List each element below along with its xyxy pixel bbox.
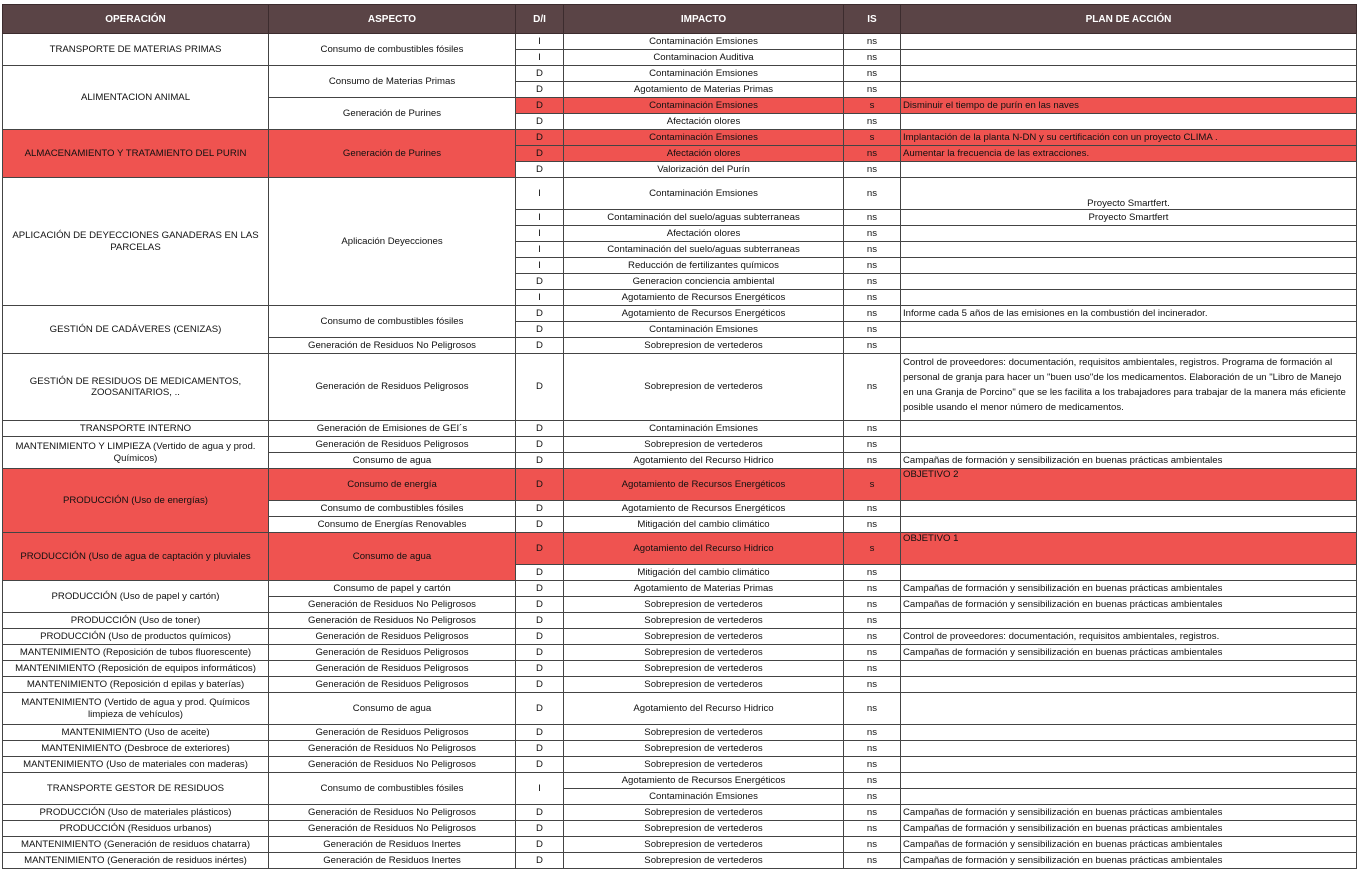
is-cell: ns — [844, 146, 901, 162]
is-cell: ns — [844, 322, 901, 338]
di-cell: D — [516, 693, 564, 725]
impact-cell: Contaminación Emsiones — [564, 322, 844, 338]
is-cell: ns — [844, 629, 901, 645]
plan-cell — [901, 226, 1357, 242]
plan-cell — [901, 338, 1357, 354]
aspect-cell: Consumo de combustibles fósiles — [269, 306, 516, 338]
header-operacion: OPERACIÓN — [3, 5, 269, 34]
operation-cell: PRODUCCIÓN (Uso de materiales plásticos) — [3, 805, 269, 821]
operation-cell: TRANSPORTE GESTOR DE RESIDUOS — [3, 773, 269, 805]
di-cell: D — [516, 837, 564, 853]
di-cell: D — [516, 274, 564, 290]
impact-cell: Sobrepresion de vertederos — [564, 645, 844, 661]
impact-cell: Afectación olores — [564, 226, 844, 242]
di-cell: I — [516, 258, 564, 274]
impact-cell: Sobrepresion de vertederos — [564, 597, 844, 613]
table-row — [3, 693, 1357, 725]
di-cell: D — [516, 821, 564, 837]
operation-cell: PRODUCCIÓN (Uso de productos químicos) — [3, 629, 269, 645]
di-cell: D — [516, 66, 564, 82]
table-row — [3, 661, 1357, 677]
operation-cell: PRODUCCIÓN (Uso de toner) — [3, 613, 269, 629]
plan-cell — [901, 741, 1357, 757]
impact-cell: Sobrepresion de vertederos — [564, 837, 844, 853]
operation-cell: PRODUCCIÓN (Residuos urbanos) — [3, 821, 269, 837]
table-row — [3, 853, 1357, 869]
aspect-cell: Generación de Residuos Peligrosos — [269, 437, 516, 453]
operation-cell: TRANSPORTE DE MATERIAS PRIMAS — [3, 34, 269, 66]
is-cell: ns — [844, 242, 901, 258]
aspect-cell: Generación de Residuos Inertes — [269, 853, 516, 869]
aspect-cell: Aplicación Deyecciones — [269, 178, 516, 306]
plan-cell: Informe cada 5 años de las emisiones en la combustión del incinerador. — [901, 306, 1357, 322]
aspect-cell: Consumo de combustibles fósiles — [269, 773, 516, 805]
plan-cell — [901, 258, 1357, 274]
plan-cell — [901, 773, 1357, 789]
di-cell: I — [516, 50, 564, 66]
aspect-cell: Consumo de Materias Primas — [269, 66, 516, 98]
table-row — [3, 805, 1357, 821]
di-cell: D — [516, 453, 564, 469]
header-row — [3, 5, 1357, 34]
is-cell: ns — [844, 581, 901, 597]
is-cell: ns — [844, 789, 901, 805]
operation-cell: MANTENIMIENTO (Vertido de agua y prod. Químicos limpieza de vehículos) — [3, 693, 269, 725]
table-row — [3, 645, 1357, 661]
header-di: D/I — [516, 5, 564, 34]
is-cell: ns — [844, 162, 901, 178]
operation-cell: MANTENIMIENTO (Uso de aceite) — [3, 725, 269, 741]
operation-cell: PRODUCCIÓN (Uso de energías) — [3, 469, 269, 533]
is-cell: ns — [844, 274, 901, 290]
plan-cell — [901, 34, 1357, 50]
plan-cell: Campañas de formación y sensibilización en buenas prácticas ambientales — [901, 837, 1357, 853]
plan-cell — [901, 725, 1357, 741]
impact-cell: Agotamiento de Recursos Energéticos — [564, 501, 844, 517]
impact-cell: Sobrepresion de vertederos — [564, 437, 844, 453]
header-aspecto: ASPECTO — [269, 5, 516, 34]
di-cell: I — [516, 242, 564, 258]
plan-cell: Disminuir el tiempo de purín en las naves — [901, 98, 1357, 114]
aspect-cell: Consumo de papel y cartón — [269, 581, 516, 597]
plan-cell: Implantación de la planta N-DN y su certificación con un proyecto CLIMA . — [901, 130, 1357, 146]
operation-cell: MANTENIMIENTO (Reposición d epilas y baterías) — [3, 677, 269, 693]
di-cell: D — [516, 533, 564, 565]
is-cell: ns — [844, 565, 901, 581]
plan-cell — [901, 501, 1357, 517]
operation-cell: ALIMENTACION ANIMAL — [3, 66, 269, 130]
operation-cell: ALMACENAMIENTO Y TRATAMIENTO DEL PURIN — [3, 130, 269, 178]
di-cell: I — [516, 34, 564, 50]
operation-cell: TRANSPORTE INTERNO — [3, 421, 269, 437]
plan-cell — [901, 274, 1357, 290]
impact-cell: Mitigación del cambio climático — [564, 565, 844, 581]
impact-cell: Agotamiento del Recurso Hidrico — [564, 453, 844, 469]
is-cell: ns — [844, 290, 901, 306]
operation-cell: MANTENIMIENTO (Desbroce de exteriores) — [3, 741, 269, 757]
plan-cell: Aumentar la frecuencia de las extracciones. — [901, 146, 1357, 162]
impact-cell: Sobrepresion de vertederos — [564, 354, 844, 421]
impact-cell: Afectación olores — [564, 114, 844, 130]
aspect-cell: Generación de Residuos No Peligrosos — [269, 597, 516, 613]
plan-cell — [901, 517, 1357, 533]
plan-cell: Campañas de formación y sensibilización en buenas prácticas ambientales — [901, 805, 1357, 821]
di-cell: D — [516, 114, 564, 130]
di-cell: D — [516, 725, 564, 741]
is-cell: ns — [844, 82, 901, 98]
plan-cell: Control de proveedores: documentación, requisitos ambientales, registros. Programa de formación al personal de granja para hacer un "buen uso"de los medicamentos. Elaboración de un "Libro de Manejo en una Granja de Porcino" que se les facilita a los trabajadores para trabajar de la manera más eficiente posible usando el menor número de medicamentos. — [901, 354, 1357, 421]
table-row — [3, 837, 1357, 853]
plan-cell — [901, 421, 1357, 437]
is-cell: ns — [844, 354, 901, 421]
table-row — [3, 613, 1357, 629]
aspect-cell: Consumo de agua — [269, 533, 516, 581]
operation-cell: PRODUCCIÓN (Uso de papel y cartón) — [3, 581, 269, 613]
aspect-cell: Generación de Emisiones de GEI´s — [269, 421, 516, 437]
aspect-cell: Generación de Residuos Inertes — [269, 837, 516, 853]
is-cell: ns — [844, 226, 901, 242]
is-cell: ns — [844, 421, 901, 437]
environmental-aspects-table — [2, 4, 1357, 869]
impact-cell: Contaminación Emsiones — [564, 421, 844, 437]
plan-cell — [901, 677, 1357, 693]
impact-cell: Mitigación del cambio climático — [564, 517, 844, 533]
table-row — [3, 178, 1357, 210]
di-cell: D — [516, 469, 564, 501]
header-plan: PLAN DE ACCIÓN — [901, 5, 1357, 34]
is-cell: ns — [844, 517, 901, 533]
impact-cell: Contaminación Emsiones — [564, 789, 844, 805]
impact-cell: Contaminación del suelo/aguas subterraneas — [564, 210, 844, 226]
aspect-cell: Generación de Residuos No Peligrosos — [269, 821, 516, 837]
table-row — [3, 306, 1357, 322]
di-cell: I — [516, 178, 564, 210]
plan-cell — [901, 613, 1357, 629]
aspect-cell: Generación de Purines — [269, 98, 516, 130]
di-cell: D — [516, 501, 564, 517]
impact-cell: Valorización del Purín — [564, 162, 844, 178]
di-cell: D — [516, 613, 564, 629]
impact-cell: Sobrepresion de vertederos — [564, 805, 844, 821]
aspects-table-wrapper — [2, 4, 1357, 869]
is-cell: ns — [844, 597, 901, 613]
impact-cell: Sobrepresion de vertederos — [564, 661, 844, 677]
aspect-cell: Generación de Residuos Peligrosos — [269, 354, 516, 421]
table-row — [3, 437, 1357, 453]
aspect-cell: Consumo de energía — [269, 469, 516, 501]
operation-cell: PRODUCCIÓN (Uso de agua de captación y pluviales — [3, 533, 269, 581]
operation-cell: MANTENIMIENTO Y LIMPIEZA (Vertido de agua y prod. Químicos) — [3, 437, 269, 469]
plan-cell — [901, 322, 1357, 338]
is-cell: s — [844, 533, 901, 565]
table-row — [3, 469, 1357, 501]
impact-cell: Sobrepresion de vertederos — [564, 757, 844, 773]
table-row — [3, 725, 1357, 741]
is-cell: s — [844, 130, 901, 146]
di-cell: D — [516, 306, 564, 322]
plan-cell — [901, 66, 1357, 82]
plan-cell — [901, 50, 1357, 66]
plan-cell: Proyecto Smartfert — [901, 210, 1357, 226]
impact-cell: Agotamiento de Recursos Energéticos — [564, 306, 844, 322]
is-cell: ns — [844, 773, 901, 789]
aspect-cell: Consumo de agua — [269, 693, 516, 725]
is-cell: ns — [844, 258, 901, 274]
is-cell: ns — [844, 837, 901, 853]
impact-cell: Sobrepresion de vertederos — [564, 338, 844, 354]
di-cell: D — [516, 322, 564, 338]
is-cell: ns — [844, 645, 901, 661]
plan-cell — [901, 693, 1357, 725]
aspect-cell: Generación de Residuos No Peligrosos — [269, 613, 516, 629]
is-cell: ns — [844, 741, 901, 757]
impact-cell: Agotamiento de Recursos Energéticos — [564, 773, 844, 789]
plan-cell — [901, 114, 1357, 130]
di-cell: D — [516, 645, 564, 661]
impact-cell: Agotamiento del Recurso Hidrico — [564, 533, 844, 565]
impact-cell: Contaminación Emsiones — [564, 178, 844, 210]
table-row — [3, 581, 1357, 597]
plan-cell: Campañas de formación y sensibilización en buenas prácticas ambientales — [901, 645, 1357, 661]
plan-cell: OBJETIVO 1 — [901, 533, 1357, 565]
table-row — [3, 66, 1357, 82]
table-row — [3, 629, 1357, 645]
di-cell: D — [516, 597, 564, 613]
header-is: IS — [844, 5, 901, 34]
plan-cell: OBJETIVO 2 — [901, 469, 1357, 501]
table-row — [3, 741, 1357, 757]
impact-cell: Contaminación Emsiones — [564, 130, 844, 146]
is-cell: ns — [844, 725, 901, 741]
impact-cell: Agotamiento del Recurso Hidrico — [564, 693, 844, 725]
aspect-cell: Generación de Residuos No Peligrosos — [269, 805, 516, 821]
plan-cell — [901, 661, 1357, 677]
di-cell: D — [516, 130, 564, 146]
di-cell: I — [516, 290, 564, 306]
aspect-cell: Consumo de agua — [269, 453, 516, 469]
is-cell: ns — [844, 34, 901, 50]
table-row — [3, 821, 1357, 837]
operation-cell: GESTIÓN DE CADÁVERES (CENIZAS) — [3, 306, 269, 354]
operation-cell: APLICACIÓN DE DEYECCIONES GANADERAS EN LAS PARCELAS — [3, 178, 269, 306]
aspect-cell: Consumo de combustibles fósiles — [269, 501, 516, 517]
plan-cell: Campañas de formación y sensibilización en buenas prácticas ambientales — [901, 581, 1357, 597]
is-cell: s — [844, 469, 901, 501]
plan-cell — [901, 757, 1357, 773]
di-cell: I — [516, 226, 564, 242]
impact-cell: Sobrepresion de vertederos — [564, 613, 844, 629]
table-row — [3, 421, 1357, 437]
is-cell: ns — [844, 853, 901, 869]
is-cell: ns — [844, 693, 901, 725]
header-impacto: IMPACTO — [564, 5, 844, 34]
aspect-cell: Generación de Residuos Peligrosos — [269, 725, 516, 741]
impact-cell: Sobrepresion de vertederos — [564, 629, 844, 645]
di-cell: D — [516, 757, 564, 773]
plan-cell — [901, 565, 1357, 581]
plan-cell — [901, 290, 1357, 306]
di-cell: I — [516, 210, 564, 226]
impact-cell: Contaminación Emsiones — [564, 66, 844, 82]
plan-cell: Control de proveedores: documentación, requisitos ambientales, registros. — [901, 629, 1357, 645]
impact-cell: Sobrepresion de vertederos — [564, 853, 844, 869]
operation-cell: MANTENIMIENTO (Uso de materiales con maderas) — [3, 757, 269, 773]
plan-cell — [901, 162, 1357, 178]
operation-cell: MANTENIMIENTO (Generación de residuos inértes) — [3, 853, 269, 869]
is-cell: ns — [844, 805, 901, 821]
operation-cell: MANTENIMIENTO (Generación de residuos chatarra) — [3, 837, 269, 853]
is-cell: ns — [844, 677, 901, 693]
aspect-cell: Generación de Residuos No Peligrosos — [269, 338, 516, 354]
plan-cell: Campañas de formación y sensibilización en buenas prácticas ambientales — [901, 853, 1357, 869]
is-cell: ns — [844, 501, 901, 517]
impact-cell: Agotamiento de Recursos Energéticos — [564, 290, 844, 306]
plan-cell — [901, 82, 1357, 98]
di-cell: D — [516, 661, 564, 677]
is-cell: ns — [844, 613, 901, 629]
plan-cell: Campañas de formación y sensibilización en buenas prácticas ambientales — [901, 453, 1357, 469]
aspect-cell: Generación de Purines — [269, 130, 516, 178]
di-cell: D — [516, 677, 564, 693]
impact-cell: Sobrepresion de vertederos — [564, 821, 844, 837]
impact-cell: Agotamiento de Materias Primas — [564, 581, 844, 597]
aspect-cell: Generación de Residuos No Peligrosos — [269, 757, 516, 773]
is-cell: ns — [844, 114, 901, 130]
is-cell: ns — [844, 306, 901, 322]
aspect-cell: Generación de Residuos Peligrosos — [269, 629, 516, 645]
is-cell: ns — [844, 821, 901, 837]
di-cell: D — [516, 146, 564, 162]
aspect-cell: Consumo de combustibles fósiles — [269, 34, 516, 66]
aspect-cell: Generación de Residuos Peligrosos — [269, 645, 516, 661]
plan-cell — [901, 242, 1357, 258]
is-cell: ns — [844, 453, 901, 469]
di-cell: D — [516, 741, 564, 757]
di-cell: D — [516, 629, 564, 645]
operation-cell: MANTENIMIENTO (Reposición de equipos informáticos) — [3, 661, 269, 677]
is-cell: ns — [844, 338, 901, 354]
impact-cell: Afectación olores — [564, 146, 844, 162]
aspect-cell: Generación de Residuos Peligrosos — [269, 677, 516, 693]
table-row — [3, 34, 1357, 50]
plan-cell: Campañas de formación y sensibilización en buenas prácticas ambientales — [901, 821, 1357, 837]
impact-cell: Reducción de fertilizantes químicos — [564, 258, 844, 274]
is-cell: ns — [844, 210, 901, 226]
aspect-cell: Consumo de Energías Renovables — [269, 517, 516, 533]
impact-cell: Sobrepresion de vertederos — [564, 677, 844, 693]
di-cell: D — [516, 853, 564, 869]
di-cell: D — [516, 565, 564, 581]
is-cell: ns — [844, 50, 901, 66]
table-row — [3, 677, 1357, 693]
is-cell: ns — [844, 178, 901, 210]
impact-cell: Sobrepresion de vertederos — [564, 725, 844, 741]
plan-cell — [901, 789, 1357, 805]
di-cell: D — [516, 581, 564, 597]
di-cell: D — [516, 517, 564, 533]
impact-cell: Contaminacion Auditiva — [564, 50, 844, 66]
impact-cell: Sobrepresion de vertederos — [564, 741, 844, 757]
table-row — [3, 757, 1357, 773]
di-cell: D — [516, 354, 564, 421]
operation-cell: MANTENIMIENTO (Reposición de tubos fluorescente) — [3, 645, 269, 661]
impact-cell: Contaminación Emsiones — [564, 98, 844, 114]
di-cell: I — [516, 773, 564, 805]
di-cell: D — [516, 338, 564, 354]
table-row — [3, 354, 1357, 421]
impact-cell: Contaminación Emsiones — [564, 34, 844, 50]
is-cell: ns — [844, 661, 901, 677]
aspect-cell: Generación de Residuos Peligrosos — [269, 661, 516, 677]
di-cell: D — [516, 805, 564, 821]
table-row — [3, 130, 1357, 146]
table-row — [3, 533, 1357, 565]
plan-cell: Campañas de formación y sensibilización en buenas prácticas ambientales — [901, 597, 1357, 613]
is-cell: s — [844, 98, 901, 114]
impact-cell: Agotamiento de Recursos Energéticos — [564, 469, 844, 501]
di-cell: D — [516, 437, 564, 453]
plan-cell: Proyecto Smartfert. — [901, 178, 1357, 210]
is-cell: ns — [844, 757, 901, 773]
impact-cell: Contaminación del suelo/aguas subterraneas — [564, 242, 844, 258]
plan-cell — [901, 437, 1357, 453]
operation-cell: GESTIÓN DE RESIDUOS DE MEDICAMENTOS, ZOOSANITARIOS, .. — [3, 354, 269, 421]
impact-cell: Generacion conciencia ambiental — [564, 274, 844, 290]
aspect-cell: Generación de Residuos No Peligrosos — [269, 741, 516, 757]
table-row — [3, 773, 1357, 789]
impact-cell: Agotamiento de Materias Primas — [564, 82, 844, 98]
di-cell: D — [516, 82, 564, 98]
is-cell: ns — [844, 437, 901, 453]
is-cell: ns — [844, 66, 901, 82]
di-cell: D — [516, 421, 564, 437]
di-cell: D — [516, 162, 564, 178]
di-cell: D — [516, 98, 564, 114]
